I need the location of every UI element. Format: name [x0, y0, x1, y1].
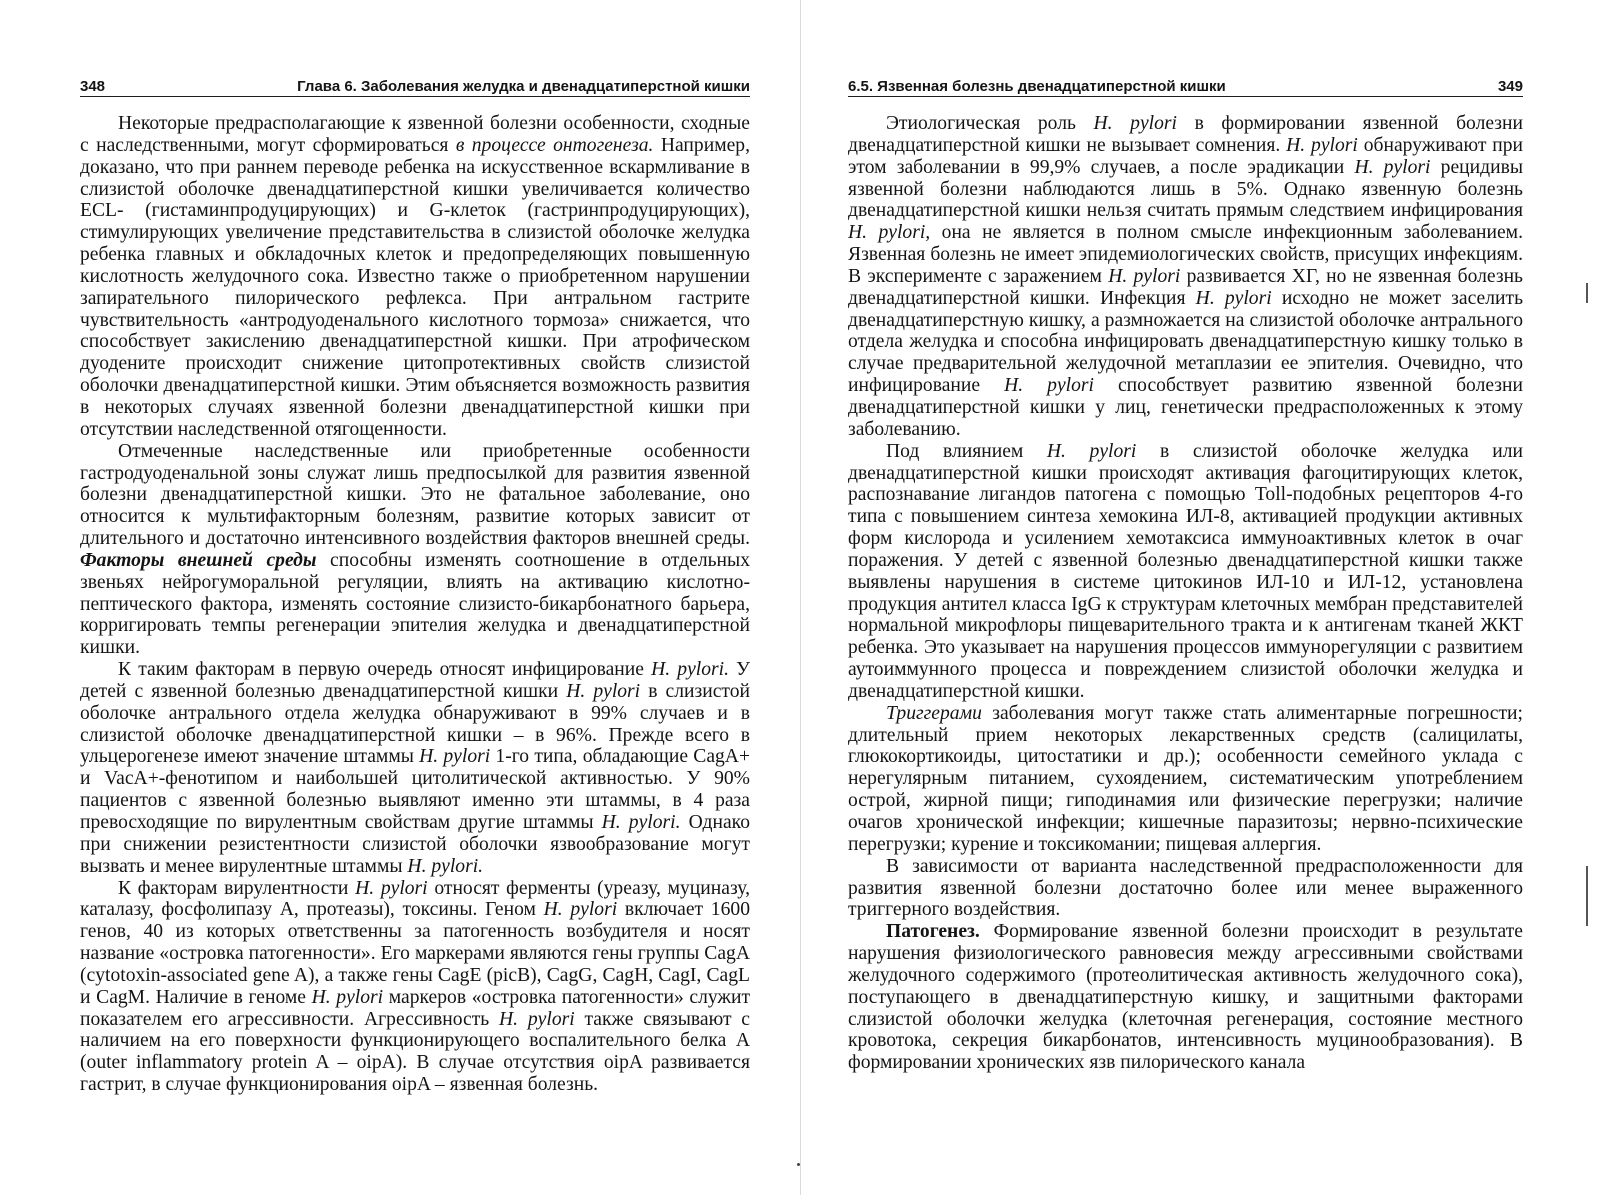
emphasis: H. pylori: [566, 680, 641, 702]
running-title: Глава 6. Заболевания желудка и двенадцатиперстной кишки: [297, 78, 750, 95]
right-page-header: [848, 78, 1523, 97]
emphasis: в процессе онтогенеза.: [455, 134, 654, 156]
emphasis: H. pylori: [1046, 440, 1137, 462]
emphasis: H. pylori: [1286, 134, 1358, 156]
paragraph: Под влиянием H. pylori в слизистой оболочке желудка или двенадцатиперстной кишки происходят активация фагоцитирующих клеток, распознавание лигандов патогена с помощью Toll-подобных рецепторов 4-го типа с повышением синтеза хемокина ИЛ-8, активацией продукции активных форм кислорода и усилением хемотаксиса иммуноактивных клеток в очаг поражения. У детей с язвенной болезнью двенадцатиперстной кишки также выявлены нарушения в системе цитокинов ИЛ-10 и ИЛ-12, установлена продукция антител класса IgG к структурам клеточных мембран представителей нормальной микрофлоры пищеварительного тракта и к антигенам тканей ЖКТ ребенка. Это указывает на нарушения процессов иммунорегуляции с развитием аутоиммунного процесса и повреждением слизистой оболочки желудка и двенадцатиперстной кишки.: [848, 440, 1523, 702]
left-page: [80, 78, 750, 1098]
bold-term: Патогенез.: [886, 921, 980, 943]
emphasis: H. pylori.: [407, 855, 484, 877]
right-page-body: [848, 113, 1523, 1074]
right-page: [848, 78, 1523, 1098]
paragraph: К факторам вирулентности H. pylori относят ферменты (уреазу, муциназу, каталазу, фосфолипазу A, протеазы), токсины. Геном H. pylori включает 1600 генов, 40 из которых ответственны за патогенность возбудителя и носят название «островка патогенности». Его маркерами являются гены группы CagA (cytotoxin-associated gene A), а также гены CagE (picB), CagG, CagH, CagI, CagL и CagM. Наличие в геноме H. pylori маркеров «островка патогенности» служит показателем его агрессивности. Агрессивность H. pylori также связывают с наличием на его поверхности функционирующего воспалительного белка A (outer inflammatory protein A – oipA). В случае отсутствия oipA развивается гастрит, в случае функционирования oipA – язвенная болезнь.: [80, 877, 750, 1096]
emphasis: H. pylori.: [651, 659, 729, 681]
emphasis: H. pylori: [499, 1008, 575, 1030]
paragraph: Этиологическая роль H. pylori в формировании язвенной болезни двенадцатиперстной кишки не вызывает сомнения. H. pylori обнаруживают при этом заболевании в 99,9% случаев, а после эрадикации H. pylori рецидивы язвенной болезни наблюдаются лишь в 5%. Однако язвенную болезнь двенадцатиперстной кишки нельзя считать прямым следствием инфицирования H. pylori, она не является в полном смысле инфекционным заболеванием. Язвенная болезнь не имеет эпидемиологических свойств, присущих инфекциям. В эксперименте с заражением H. pylori развивается ХГ, но не язвенная болезнь двенадцатиперстной кишки. Инфекция H. pylori исходно не может заселить двенадцатиперстную кишку, а размножается на слизистой оболочке антрального отдела желудка и способна инфицировать двенадцатиперстную кишку только в случае предварительной желудочной метаплазии ее эпителия. Очевидно, что инфицирование H. pylori способствует развитию язвенной болезни двенадцатиперстной кишки у лиц, генетически предрасположенных к этому заболеванию.: [848, 113, 1523, 440]
paragraph: Некоторые предрасполагающие к язвенной болезни особенности, сходные с наследственными, могут сформироваться в процессе онтогенеза. Например, доказано, что при раннем переводе ребенка на искусственное вскармливание в слизистой оболочке двенадцатиперстной кишки увеличивается количество ECL- (гистаминпродуцирующих) и G-клеток (гастринпродуцирующих), стимулирующих увеличение представительства в слизистой оболочке желудка ребенка главных и обкладочных клеток и предопределяющих повышенную кислотность желудочного сока. Известно также о приобретенном нарушении запирательного пилорического рефлекса. При антральном гастрите чувствительность «антродуоденального кислотного тормоза» снижается, что способствует закислению двенадцатиперстной кишки. При атрофическом дуодените происходит снижение цитопротективных свойств слизистой оболочки двенадцатиперстной кишки. Этим объясняется возможность развития в некоторых случаях язвенной болезни двенадцатиперстной кишки при отсутствии наследственной отягощенности.: [80, 113, 750, 440]
paragraph: Триггерами заболевания могут также стать алиментарные погрешности; длительный прием некоторых лекарственных средств (салицилаты, глюкокортикоиды, цитостатики и др.); особенности семейного уклада с нерегулярным питанием, сухоядением, систематическим употреблением острой, жирной пищи; гиподинамия или физические перегрузки; наличие очагов хронической инфекции; кишечные паразитозы; нервно-психические перегрузки; курение и токсикомании; пищевая аллергия.: [848, 702, 1523, 855]
emphasis: H. pylori: [419, 746, 491, 768]
emphasis: H. pylori,: [848, 222, 931, 244]
emphasis: H. pylori.: [601, 812, 681, 833]
emphasis: Триггерами: [886, 702, 982, 724]
running-title: 6.5. Язвенная болезнь двенадцатиперстной кишки: [848, 78, 1226, 95]
paragraph: Отмеченные наследственные или приобретенные особенности гастродуоденальной зоны служат лишь предпосылкой для развития язвенной болезни двенадцатиперстной кишки. Это не фатальное заболевание, оно относится к мультифакторным болезням, развитие которых зависит от длительного и достаточно интенсивного воздействия факторов внешней среды. Факторы внешней среды способны изменять соотношение в отдельных звеньях нейрогуморальной регуляции, влиять на активацию кислотно-пептического фактора, изменять состояние слизисто-бикарбонатного барьера, корригировать темпы регенерации эпителия желудка и двенадцатиперстной кишки.: [80, 440, 750, 659]
emphasis: Факторы внешней среды: [80, 549, 317, 571]
emphasis: H. pylori: [1195, 287, 1272, 309]
page-number: 349: [1497, 78, 1523, 95]
page-number: 348: [80, 78, 106, 95]
emphasis: H. pylori: [355, 877, 428, 899]
emphasis: H. pylori: [1354, 156, 1431, 178]
left-page-header: [80, 78, 750, 97]
page-edge-mark: [1586, 866, 1588, 926]
page-edge-mark: [1586, 283, 1588, 303]
emphasis: H. pylori: [1004, 375, 1094, 397]
scan-speck: [797, 1163, 800, 1166]
paragraph: В зависимости от варианта наследственной предрасположенности для развития язвенной болезни достаточно более или менее выраженного триггерного воздействия.: [848, 855, 1523, 921]
emphasis: H. pylori: [311, 986, 384, 1008]
emphasis: H. pylori: [543, 899, 618, 921]
emphasis: H. pylori: [1093, 113, 1177, 134]
paragraph: К таким факторам в первую очередь относят инфицирование H. pylori. У детей с язвенной болезнью двенадцатиперстной кишки H. pylori в слизистой оболочке антрального отдела желудка обнаруживают в 99% случаев и в слизистой оболочке двенадцатиперстной кишки – в 96%. Прежде всего в ульцерогенезе имеют значение штаммы H. pylori 1-го типа, обладающие CagA+ и VacA+-фенотипом и наибольшей цитолитической активностью. У 90% пациентов с язвенной болезнью выявляют именно эти штаммы, в 4 раза превосходящие по вирулентным свойствам другие штаммы H. pylori. Однако при снижении резистентности слизистой оболочки язвообразование могут вызвать и менее вирулентные штаммы H. pylori.: [80, 659, 750, 877]
emphasis: H. pylori: [1108, 265, 1181, 287]
paragraph: Патогенез. Формирование язвенной болезни происходит в результате нарушения физиологического равновесия между агрессивными свойствами желудочного содержимого (протеолитическая активность желудочного сока), поступающего в двенадцатиперстную кишку, и защитными факторами слизистой оболочки желудка (клеточная регенерация, состояние местного кровотока, секреция бикарбонатов, интенсивность муцинообразования). В формировании хронических язв пилорического канала: [848, 921, 1523, 1074]
left-page-body: [80, 113, 750, 1096]
book-gutter: [800, 0, 801, 1195]
